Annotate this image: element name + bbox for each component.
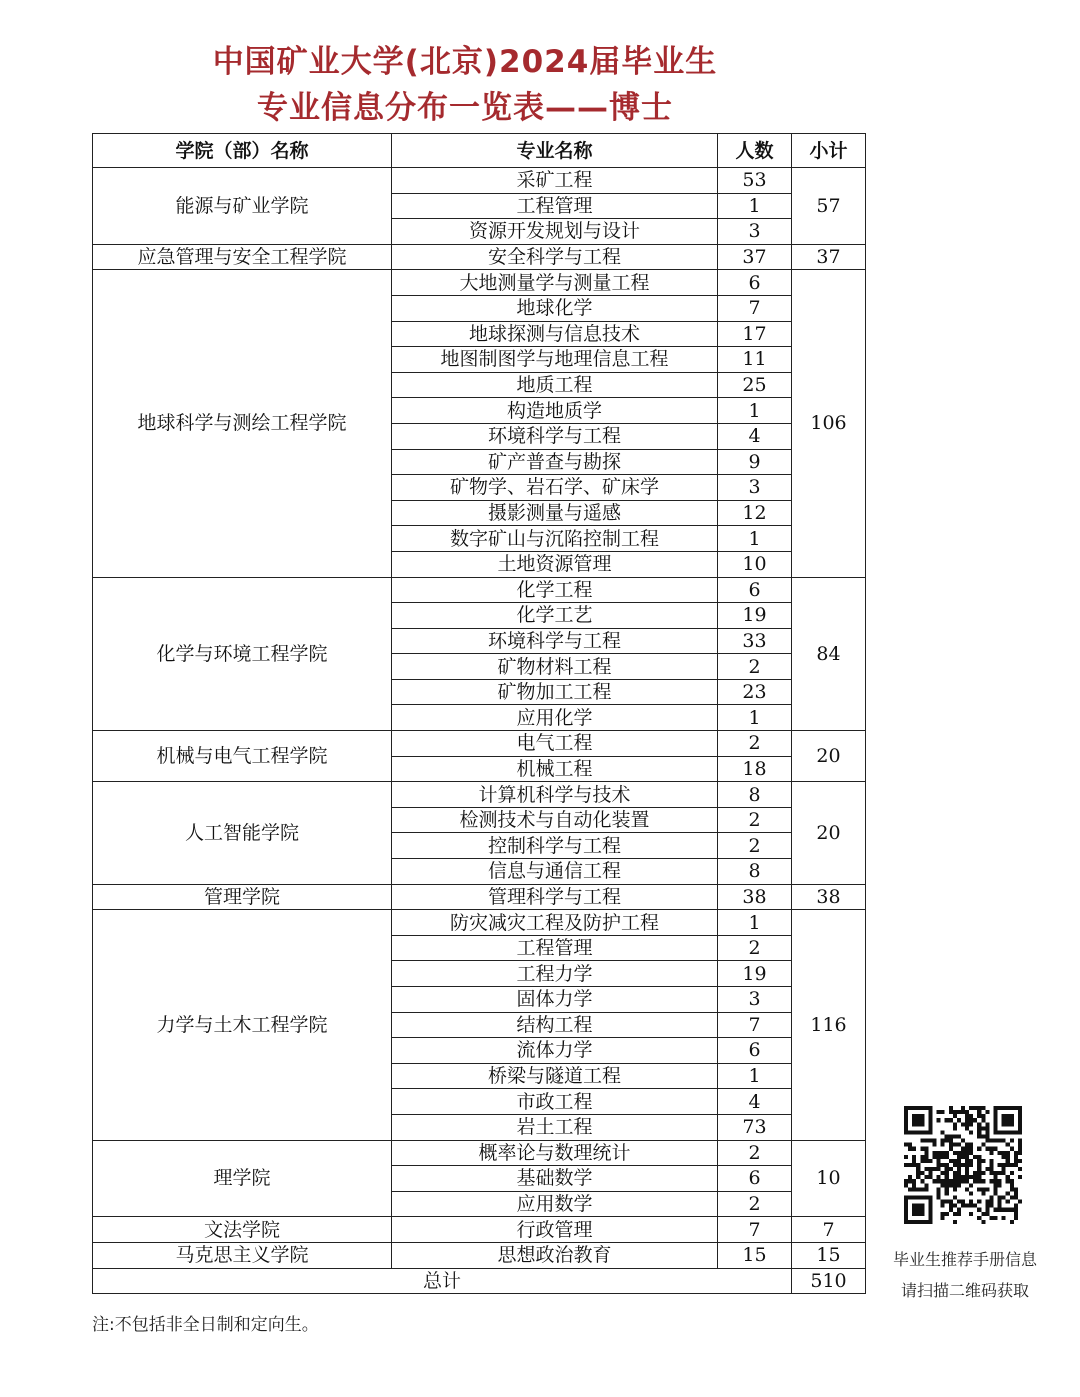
major-count: 4 (718, 423, 792, 449)
major-name: 计算机科学与技术 (392, 782, 718, 808)
major-name: 安全科学与工程 (392, 244, 718, 270)
college-subtotal: 15 (792, 1242, 866, 1268)
major-count: 3 (718, 219, 792, 245)
major-name: 矿物材料工程 (392, 654, 718, 680)
major-count: 2 (718, 807, 792, 833)
major-count: 7 (718, 1217, 792, 1243)
major-name: 控制科学与工程 (392, 833, 718, 859)
major-count: 6 (718, 577, 792, 603)
table-row (93, 270, 866, 296)
major-count: 7 (718, 295, 792, 321)
college-subtotal: 7 (792, 1217, 866, 1243)
major-name: 地质工程 (392, 372, 718, 398)
header-major: 专业名称 (392, 134, 718, 168)
college-subtotal: 20 (792, 782, 866, 884)
major-name: 工程管理 (392, 935, 718, 961)
page-title-line-2: 专业信息分布一览表——博士 (257, 90, 673, 126)
table-row (93, 577, 866, 603)
major-name: 固体力学 (392, 987, 718, 1013)
page-title-line-1: 中国矿业大学(北京)2024届毕业生 (212, 44, 718, 80)
major-count: 9 (718, 449, 792, 475)
table-row (93, 168, 866, 194)
college-name: 机械与电气工程学院 (93, 731, 392, 782)
major-count: 2 (718, 654, 792, 680)
major-name: 资源开发规划与设计 (392, 219, 718, 245)
major-name: 行政管理 (392, 1217, 718, 1243)
major-name: 桥梁与隧道工程 (392, 1063, 718, 1089)
major-count: 25 (718, 372, 792, 398)
major-name: 流体力学 (392, 1038, 718, 1064)
major-count: 19 (718, 603, 792, 629)
major-name: 地球探测与信息技术 (392, 321, 718, 347)
major-name: 化学工程 (392, 577, 718, 603)
major-name: 化学工艺 (392, 603, 718, 629)
major-name: 信息与通信工程 (392, 859, 718, 885)
major-name: 防灾减灾工程及防护工程 (392, 910, 718, 936)
college-subtotal: 37 (792, 244, 866, 270)
total-label: 总计 (93, 1268, 792, 1294)
major-count: 12 (718, 500, 792, 526)
major-name: 数字矿山与沉陷控制工程 (392, 526, 718, 552)
college-name: 人工智能学院 (93, 782, 392, 884)
major-count: 33 (718, 628, 792, 654)
total-row (93, 1268, 866, 1294)
college-name: 力学与土木工程学院 (93, 910, 392, 1140)
qr-caption-line-2: 请扫描二维码获取 (900, 1281, 1029, 1300)
major-count: 3 (718, 987, 792, 1013)
major-count: 23 (718, 679, 792, 705)
major-count: 1 (718, 193, 792, 219)
major-name: 应用数学 (392, 1191, 718, 1217)
major-name: 机械工程 (392, 756, 718, 782)
major-count: 3 (718, 475, 792, 501)
major-name: 矿产普查与勘探 (392, 449, 718, 475)
major-count: 1 (718, 526, 792, 552)
table-body (93, 168, 866, 1269)
major-name: 构造地质学 (392, 398, 718, 424)
major-name: 大地测量学与测量工程 (392, 270, 718, 296)
table-row (93, 910, 866, 936)
table-row (93, 731, 866, 757)
header-count: 人数 (718, 134, 792, 168)
major-count: 19 (718, 961, 792, 987)
major-count: 2 (718, 833, 792, 859)
major-name: 基础数学 (392, 1166, 718, 1192)
major-name: 摄影测量与遥感 (392, 500, 718, 526)
major-count: 1 (718, 705, 792, 731)
major-name: 采矿工程 (392, 168, 718, 194)
major-count: 53 (718, 168, 792, 194)
major-count: 11 (718, 347, 792, 373)
major-count: 8 (718, 782, 792, 808)
major-name: 结构工程 (392, 1012, 718, 1038)
total-value: 510 (792, 1268, 866, 1294)
qr-caption-line-1: 毕业生推荐手册信息 (892, 1250, 1037, 1269)
major-name: 环境科学与工程 (392, 423, 718, 449)
major-name: 地球化学 (392, 295, 718, 321)
qr-code (904, 1106, 1022, 1224)
major-count: 2 (718, 1140, 792, 1166)
major-count: 1 (718, 910, 792, 936)
major-name: 矿物加工工程 (392, 679, 718, 705)
table-row (93, 1217, 866, 1243)
major-count: 6 (718, 270, 792, 296)
major-name: 岩土工程 (392, 1114, 718, 1140)
major-name: 管理科学与工程 (392, 884, 718, 910)
major-count: 10 (718, 551, 792, 577)
major-count: 73 (718, 1114, 792, 1140)
major-count: 18 (718, 756, 792, 782)
major-count: 15 (718, 1242, 792, 1268)
college-name: 化学与环境工程学院 (93, 577, 392, 731)
table-row (93, 884, 866, 910)
college-name: 地球科学与测绘工程学院 (93, 270, 392, 577)
major-count: 1 (718, 398, 792, 424)
major-name: 思想政治教育 (392, 1242, 718, 1268)
table-row (93, 1140, 866, 1166)
college-name: 应急管理与安全工程学院 (93, 244, 392, 270)
major-count: 17 (718, 321, 792, 347)
major-count: 6 (718, 1038, 792, 1064)
college-subtotal: 116 (792, 910, 866, 1140)
major-count: 2 (718, 1191, 792, 1217)
college-subtotal: 84 (792, 577, 866, 731)
major-name: 矿物学、岩石学、矿床学 (392, 475, 718, 501)
major-count: 2 (718, 731, 792, 757)
footnote: 注:不包括非全日制和定向生。 (92, 1315, 319, 1335)
major-name: 工程管理 (392, 193, 718, 219)
college-subtotal: 20 (792, 731, 866, 782)
college-subtotal: 57 (792, 168, 866, 245)
table-row (93, 244, 866, 270)
major-count: 7 (718, 1012, 792, 1038)
major-name: 工程力学 (392, 961, 718, 987)
major-count: 37 (718, 244, 792, 270)
major-name: 检测技术与自动化装置 (392, 807, 718, 833)
header-subtotal: 小计 (792, 134, 866, 168)
college-name: 能源与矿业学院 (93, 168, 392, 245)
major-name: 环境科学与工程 (392, 628, 718, 654)
table-header-row (93, 134, 866, 168)
major-name: 概率论与数理统计 (392, 1140, 718, 1166)
major-count: 1 (718, 1063, 792, 1089)
major-name: 电气工程 (392, 731, 718, 757)
major-distribution-table (92, 133, 866, 1294)
major-count: 6 (718, 1166, 792, 1192)
header-college: 学院（部）名称 (93, 134, 392, 168)
college-subtotal: 38 (792, 884, 866, 910)
major-name: 市政工程 (392, 1089, 718, 1115)
major-count: 38 (718, 884, 792, 910)
table-row (93, 1242, 866, 1268)
major-count: 8 (718, 859, 792, 885)
table-row (93, 782, 866, 808)
major-count: 4 (718, 1089, 792, 1115)
college-name: 理学院 (93, 1140, 392, 1217)
college-subtotal: 10 (792, 1140, 866, 1217)
major-count: 2 (718, 935, 792, 961)
college-name: 文法学院 (93, 1217, 392, 1243)
college-subtotal: 106 (792, 270, 866, 577)
college-name: 管理学院 (93, 884, 392, 910)
major-name: 应用化学 (392, 705, 718, 731)
major-name: 地图制图学与地理信息工程 (392, 347, 718, 373)
major-name: 土地资源管理 (392, 551, 718, 577)
college-name: 马克思主义学院 (93, 1242, 392, 1268)
